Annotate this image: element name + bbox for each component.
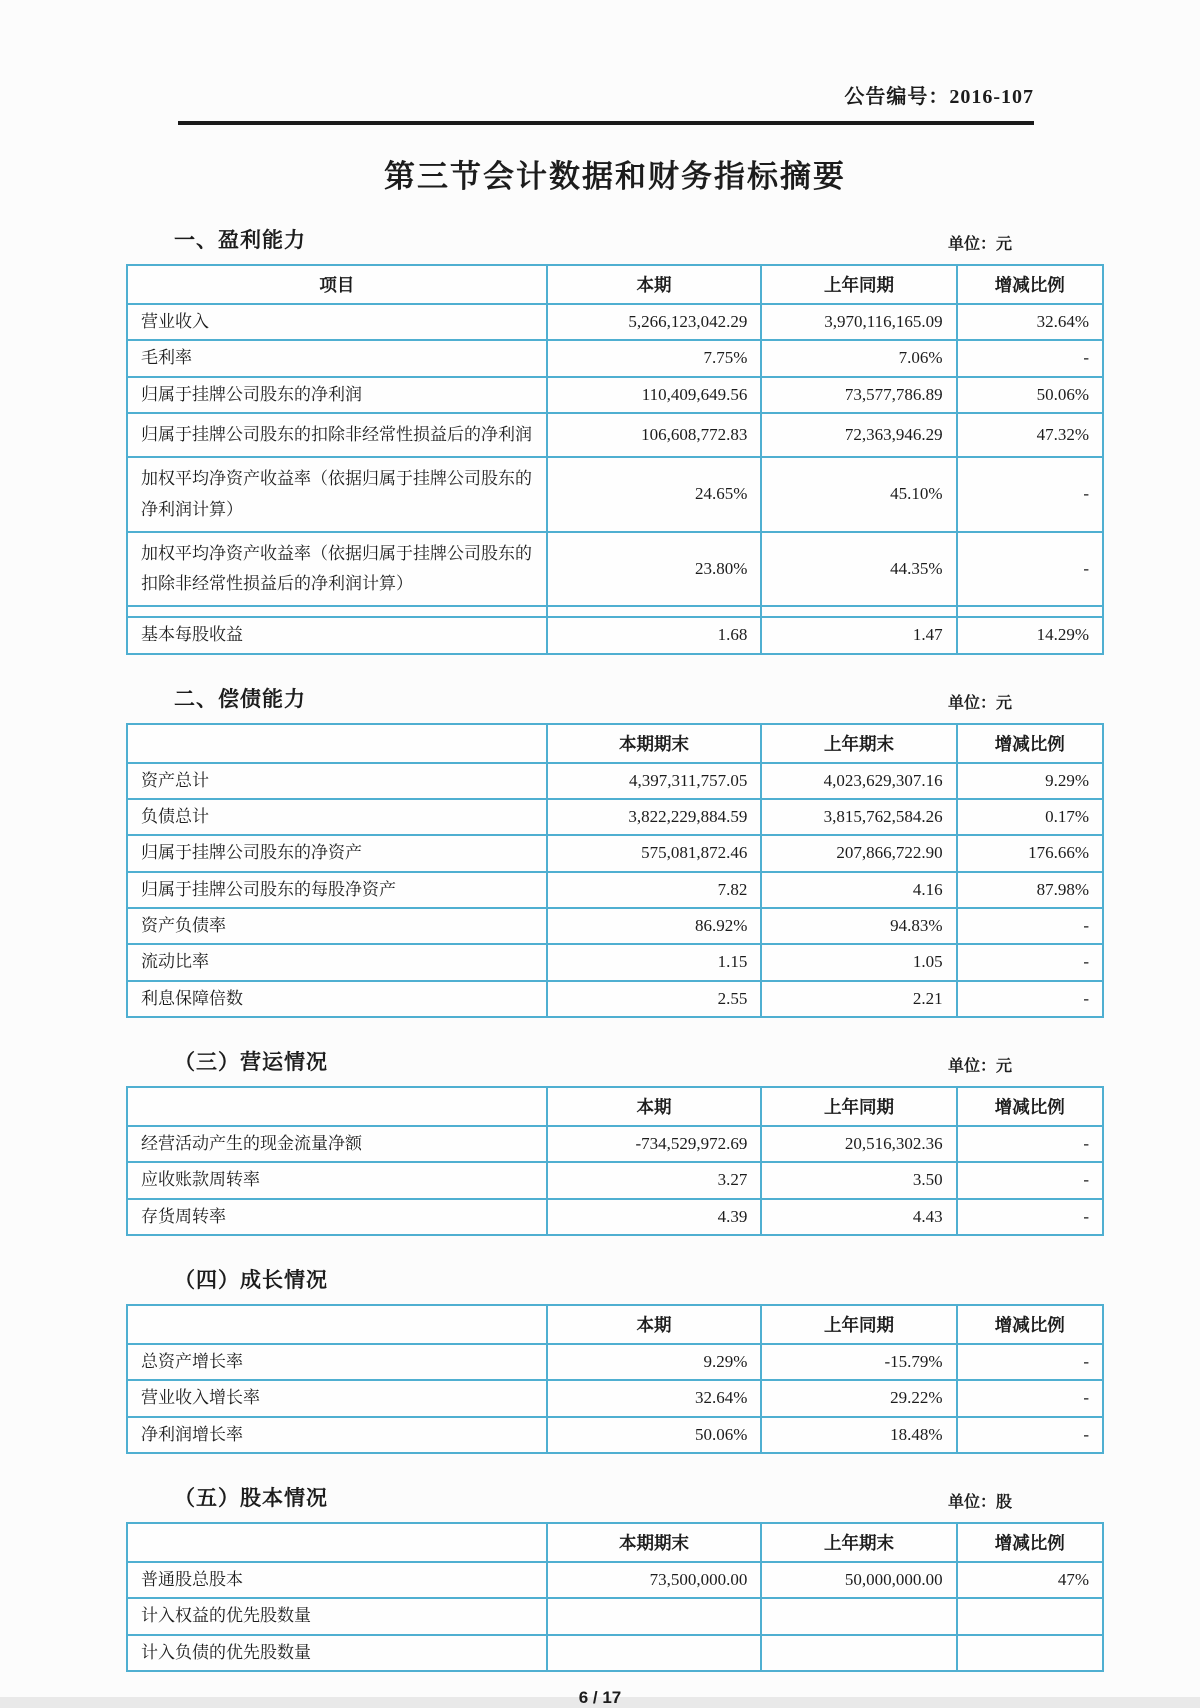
cell-value: 3.50 (761, 1162, 956, 1198)
section-heading: 一、盈利能力 (174, 229, 306, 252)
profitability-table (126, 264, 1104, 655)
table-row (127, 377, 1103, 413)
section-share-capital (126, 1482, 1104, 1672)
section-heading: 二、偿债能力 (174, 687, 306, 711)
cell-value: 207,866,722.90 (761, 835, 956, 871)
cell-value: 7.75% (547, 340, 762, 376)
cell-value: - (957, 1344, 1103, 1380)
cell-value: 72,363,946.29 (761, 413, 956, 457)
row-label: 资产负债率 (127, 908, 547, 944)
operations-table (126, 1086, 1104, 1236)
cell-value: 86.92% (547, 908, 762, 944)
row-label: 营业收入 (127, 304, 547, 340)
column-header (127, 1087, 547, 1126)
header-rule (178, 121, 1034, 125)
row-label: 归属于挂牌公司股东的每股净资产 (127, 872, 547, 908)
cell-value: -734,529,972.69 (547, 1126, 762, 1162)
row-label: 负债总计 (127, 799, 547, 835)
cell-value: 110,409,649.56 (547, 377, 762, 413)
cell-value: - (957, 1199, 1103, 1235)
row-label: 计入负债的优先股数量 (127, 1635, 547, 1671)
cell-value (547, 1635, 762, 1671)
column-header: 上年期末 (761, 1523, 956, 1562)
cell-value: - (957, 908, 1103, 944)
cell-value: - (957, 1380, 1103, 1416)
column-header: 增减比例 (957, 265, 1103, 304)
section-head (126, 1482, 1104, 1512)
row-label: 存货周转率 (127, 1199, 547, 1235)
column-header (127, 1305, 547, 1344)
cell-value: 3.27 (547, 1162, 762, 1198)
cell-value: - (957, 1417, 1103, 1453)
cell-value: 94.83% (761, 908, 956, 944)
cell-value: 24.65% (547, 457, 762, 532)
cell-value: 3,822,229,884.59 (547, 799, 762, 835)
cell-value: 14.29% (957, 617, 1103, 653)
cell-value (957, 1598, 1103, 1634)
cell-value: 1.47 (761, 617, 956, 653)
column-header: 增减比例 (957, 1523, 1103, 1562)
cell-value: 50.06% (547, 1417, 762, 1453)
cell-value: 4,397,311,757.05 (547, 763, 762, 799)
row-label: 归属于挂牌公司股东的净资产 (127, 835, 547, 871)
row-label: 经营活动产生的现金流量净额 (127, 1126, 547, 1162)
cell-value: 47.32% (957, 413, 1103, 457)
cell-value: 575,081,872.46 (547, 835, 762, 871)
table-row (127, 1562, 1103, 1598)
column-header: 上年同期 (761, 1087, 956, 1126)
unit-label: 单位：元 (947, 1058, 1012, 1076)
cell-value: 4,023,629,307.16 (761, 763, 956, 799)
cell-value: 9.29% (547, 1344, 762, 1380)
section-head (126, 683, 1104, 713)
row-label: 净利润增长率 (127, 1417, 547, 1453)
row-label: 应收账款周转率 (127, 1162, 547, 1198)
cell-value: 45.10% (761, 457, 956, 532)
cell-value: - (957, 1162, 1103, 1198)
cell-value: - (957, 340, 1103, 376)
table-row (127, 1417, 1103, 1453)
column-header (127, 1523, 547, 1562)
cell-value: - (957, 944, 1103, 980)
cell-value: - (957, 532, 1103, 607)
cell-value (957, 606, 1103, 617)
table-row (127, 617, 1103, 653)
unit-label: 单位：元 (947, 236, 1012, 253)
cell-value: 50,000,000.00 (761, 1562, 956, 1598)
table-row (127, 799, 1103, 835)
section-profitability (126, 224, 1104, 655)
cell-value: - (957, 1126, 1103, 1162)
column-header (127, 724, 547, 763)
column-header: 本期 (547, 1305, 762, 1344)
cell-value: 73,577,786.89 (761, 377, 956, 413)
table-row (127, 1380, 1103, 1416)
cell-value: -15.79% (761, 1344, 956, 1380)
cell-value: - (957, 981, 1103, 1017)
section-growth (126, 1264, 1104, 1454)
cell-value: 73,500,000.00 (547, 1562, 762, 1598)
table-row (127, 944, 1103, 980)
table-row (127, 835, 1103, 871)
table-header-row (127, 1305, 1103, 1344)
cell-value (761, 606, 956, 617)
cell-value: 23.80% (547, 532, 762, 607)
column-header: 本期 (547, 1087, 762, 1126)
table-row (127, 340, 1103, 376)
cell-value: 44.35% (761, 532, 956, 607)
cell-value: 29.22% (761, 1380, 956, 1416)
table-row (127, 872, 1103, 908)
table-row (127, 908, 1103, 944)
table-row (127, 763, 1103, 799)
cell-value: 32.64% (547, 1380, 762, 1416)
section-operations (126, 1046, 1104, 1236)
row-label: 加权平均净资产收益率（依据归属于挂牌公司股东的净利润计算） (127, 457, 547, 532)
column-header: 上年期末 (761, 724, 956, 763)
cell-value: 20,516,302.36 (761, 1126, 956, 1162)
page-title: 第三节会计数据和财务指标摘要 (384, 159, 846, 194)
cell-value: 2.55 (547, 981, 762, 1017)
section-heading: （五）股本情况 (174, 1487, 328, 1511)
table-row (127, 1635, 1103, 1671)
row-label: 普通股总股本 (127, 1562, 547, 1598)
unit-label: 单位：元 (947, 694, 1012, 712)
cell-value: 0.17% (957, 799, 1103, 835)
row-label: 流动比率 (127, 944, 547, 980)
cell-value: 1.15 (547, 944, 762, 980)
growth-table (126, 1304, 1104, 1454)
column-header: 项目 (127, 265, 547, 304)
cell-value (761, 1635, 956, 1671)
row-label: 计入权益的优先股数量 (127, 1598, 547, 1634)
row-label: 毛利率 (127, 340, 547, 376)
cell-value: 18.48% (761, 1417, 956, 1453)
cell-value: 3,815,762,584.26 (761, 799, 956, 835)
doc-number: 公告编号：2016-107 (844, 86, 1034, 108)
table-header-row (127, 1523, 1103, 1562)
table-row (127, 606, 1103, 617)
table-header-row (127, 265, 1103, 304)
column-header: 增减比例 (957, 724, 1103, 763)
section-head (126, 1264, 1104, 1294)
column-header: 上年同期 (761, 1305, 956, 1344)
share-capital-table (126, 1522, 1104, 1672)
row-label (127, 606, 547, 617)
cell-value: 176.66% (957, 835, 1103, 871)
row-label: 加权平均净资产收益率（依据归属于挂牌公司股东的扣除非经常性损益后的净利润计算） (127, 532, 547, 607)
table-row (127, 1598, 1103, 1634)
cell-value (761, 1598, 956, 1634)
section-head (126, 224, 1104, 254)
section-solvency (126, 683, 1104, 1018)
table-row (127, 1344, 1103, 1380)
cell-value (957, 1635, 1103, 1671)
cell-value (547, 1598, 762, 1634)
table-row (127, 1126, 1103, 1162)
row-label: 归属于挂牌公司股东的净利润 (127, 377, 547, 413)
cell-value (547, 606, 762, 617)
section-head (126, 1046, 1104, 1076)
table-row (127, 981, 1103, 1017)
cell-value: 106,608,772.83 (547, 413, 762, 457)
unit-label: 单位：股 (947, 1494, 1012, 1512)
cell-value: 2.21 (761, 981, 956, 1017)
row-label: 归属于挂牌公司股东的扣除非经常性损益后的净利润 (127, 413, 547, 457)
cell-value: 4.43 (761, 1199, 956, 1235)
table-row (127, 413, 1103, 457)
cell-value: - (957, 457, 1103, 532)
row-label: 营业收入增长率 (127, 1380, 547, 1416)
column-header: 增减比例 (957, 1305, 1103, 1344)
cell-value: 1.05 (761, 944, 956, 980)
cell-value: 4.16 (761, 872, 956, 908)
section-heading: （三）营运情况 (174, 1051, 328, 1075)
section-heading: （四）成长情况 (174, 1269, 328, 1293)
table-header-row (127, 724, 1103, 763)
column-header: 上年同期 (761, 265, 956, 304)
row-label: 总资产增长率 (127, 1344, 547, 1380)
cell-value: 7.06% (761, 340, 956, 376)
solvency-table (126, 723, 1104, 1018)
cell-value: 3,970,116,165.09 (761, 304, 956, 340)
column-header: 增减比例 (957, 1087, 1103, 1126)
cell-value: 1.68 (547, 617, 762, 653)
cell-value: 50.06% (957, 377, 1103, 413)
table-header-row (127, 1087, 1103, 1126)
row-label: 利息保障倍数 (127, 981, 547, 1017)
table-row (127, 532, 1103, 607)
column-header: 本期期末 (547, 724, 762, 763)
table-row (127, 1162, 1103, 1198)
cell-value: 4.39 (547, 1199, 762, 1235)
column-header: 本期期末 (547, 1523, 762, 1562)
cell-value: 47% (957, 1562, 1103, 1598)
table-row (127, 1199, 1103, 1235)
column-header: 本期 (547, 265, 762, 304)
cell-value: 9.29% (957, 763, 1103, 799)
cell-value: 87.98% (957, 872, 1103, 908)
cell-value: 32.64% (957, 304, 1103, 340)
cell-value: 7.82 (547, 872, 762, 908)
page-number: 6 / 17 (578, 1688, 622, 1708)
table-row (127, 304, 1103, 340)
row-label: 资产总计 (127, 763, 547, 799)
table-row (127, 457, 1103, 532)
cell-value: 5,266,123,042.29 (547, 304, 762, 340)
row-label: 基本每股收益 (127, 617, 547, 653)
